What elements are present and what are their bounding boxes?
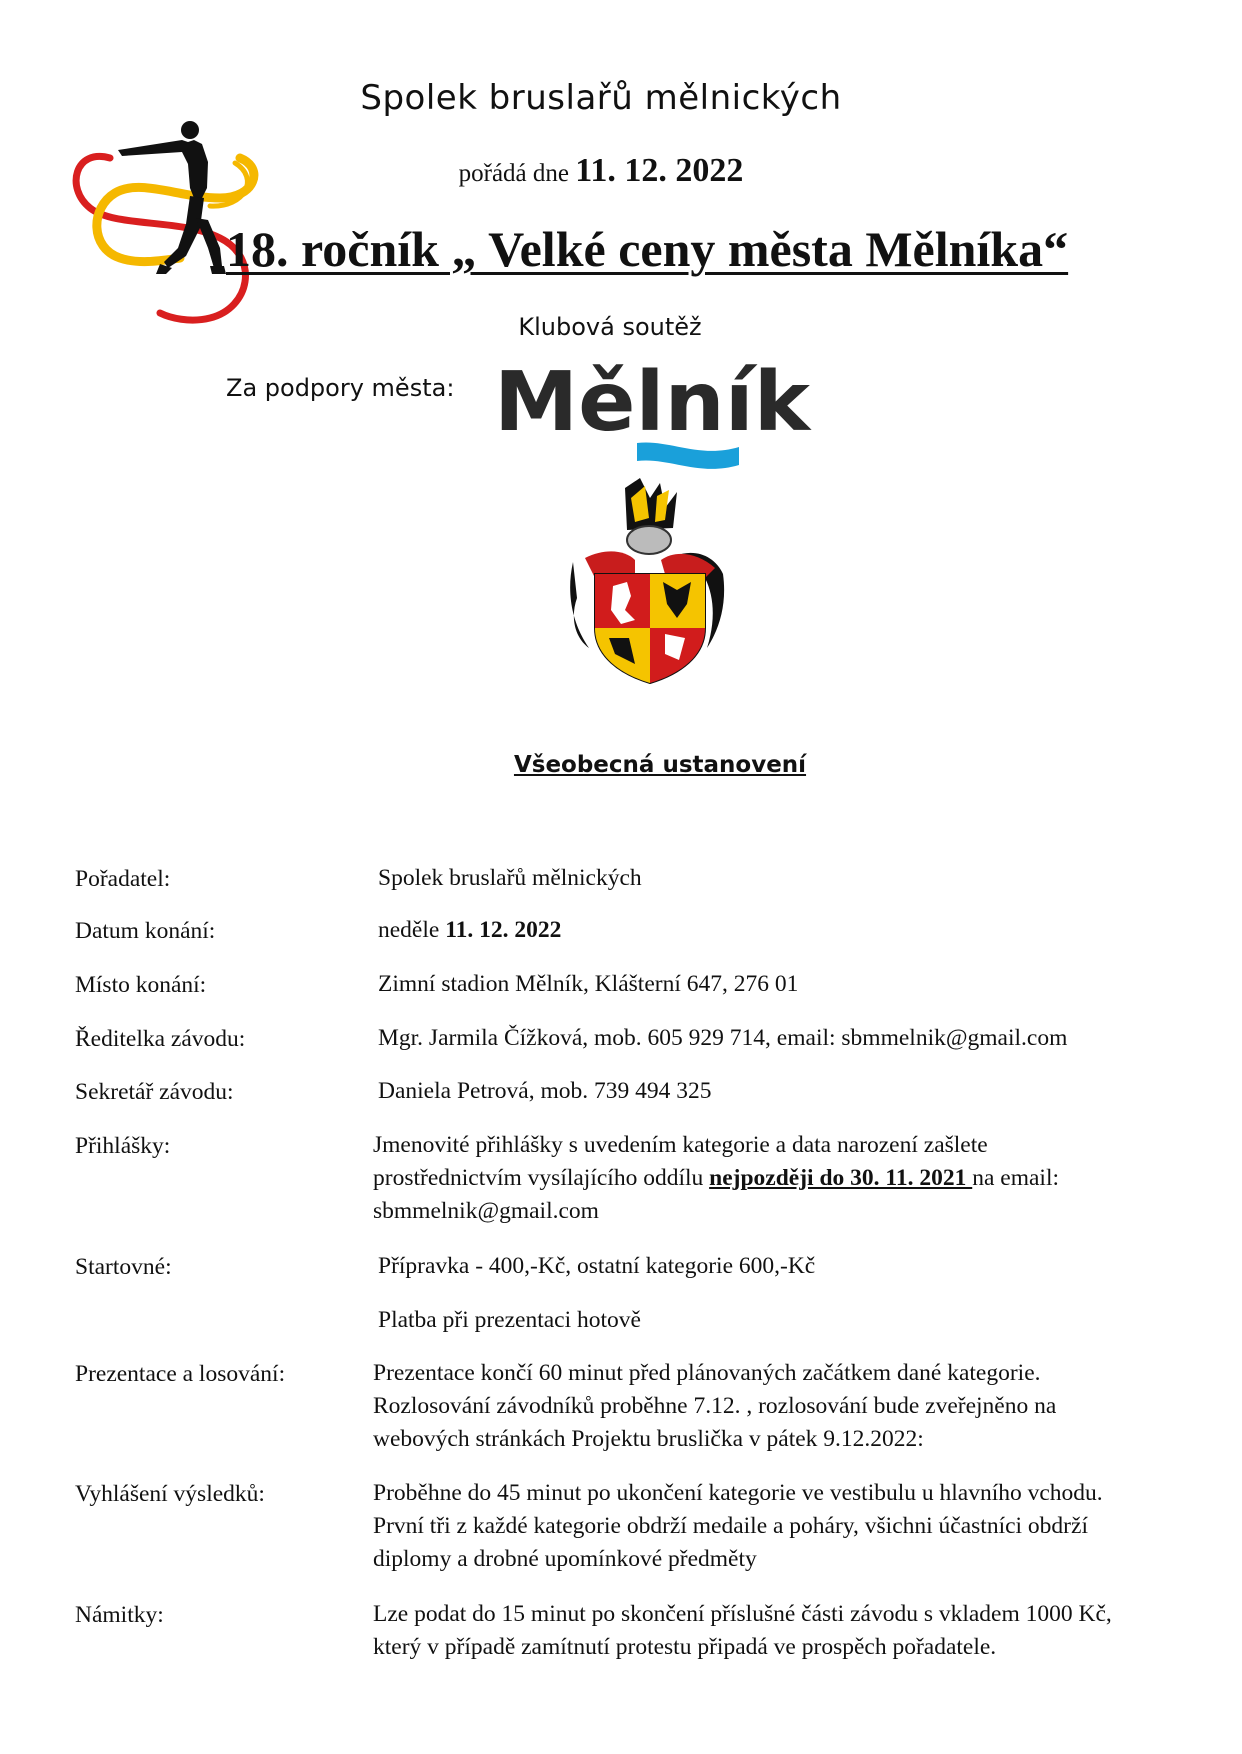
value-namitky	[373, 1598, 1112, 1664]
value-prezentace	[373, 1357, 1056, 1456]
city-logo	[494, 355, 814, 475]
value-startovne: Přípravka - 400,-Kč, ostatní kategorie 600,-Kč	[378, 1253, 816, 1279]
prihlasky-line-2-post: na email:	[972, 1165, 1060, 1191]
vyhlaseni-line-3: diplomy a drobné upomínkové předměty	[373, 1546, 757, 1572]
prihlasky-email: sbmmelnik@gmail.com	[373, 1198, 599, 1224]
prihlasky-line-2	[373, 1162, 1059, 1195]
label-poradatel: Pořadatel:	[75, 866, 171, 892]
prihlasky-line-2-pre: prostřednictvím vysílajícího oddílu	[373, 1165, 710, 1191]
event-title: 18. ročník „ Velké ceny města Mělníka“	[226, 221, 1069, 277]
label-prezentace: Prezentace a losování:	[75, 1361, 286, 1387]
value-platba: Platba při prezentaci hotově	[378, 1307, 641, 1333]
prezentace-line-2: Rozlosování závodníků proběhne 7.12. , rozlosování bude zveřejněno na	[373, 1393, 1057, 1419]
value-prihlasky	[373, 1129, 1059, 1228]
event-date-line	[0, 152, 1202, 190]
value-poradatel: Spolek bruslařů mělnických	[378, 865, 642, 891]
label-sekretar: Sekretář závodu:	[75, 1079, 234, 1105]
label-namitky: Námitky:	[75, 1602, 164, 1628]
value-vyhlaseni	[373, 1477, 1103, 1576]
value-sekretar: Daniela Petrová, mob. 739 494 325	[378, 1078, 712, 1104]
datum-date: 11. 12. 2022	[445, 917, 562, 943]
city-logo-text: Mělník	[494, 355, 813, 450]
label-misto: Místo konání:	[75, 972, 207, 998]
coat-of-arms-image	[565, 478, 730, 690]
section-heading: Všeobecná ustanovení	[513, 752, 807, 778]
event-date: 11. 12. 2022	[575, 152, 744, 189]
label-prihlasky: Přihlášky:	[75, 1133, 171, 1159]
prihlasky-deadline: nejpozději do 30. 11. 2021	[709, 1165, 973, 1191]
prezentace-line-1: Prezentace končí 60 minut před plánovaných začátkem dané kategorie.	[373, 1360, 1041, 1386]
organizer-title: Spolek bruslařů mělnických	[360, 78, 842, 118]
prihlasky-line-1: Jmenovité přihlášky s uvedením kategorie a data narození zašlete	[373, 1132, 988, 1158]
datum-prefix: neděle	[378, 917, 440, 943]
value-datum	[378, 914, 561, 947]
label-startovne: Startovné:	[75, 1254, 172, 1280]
label-reditelka: Ředitelka závodu:	[75, 1026, 246, 1052]
prezentace-line-3: webových stránkách Projektu bruslička v pátek 9.12.2022:	[373, 1426, 924, 1452]
namitky-line-2: který v případě zamítnutí protestu připadá ve prospěch pořadatele.	[373, 1634, 997, 1660]
namitky-line-1: Lze podat do 15 minut po skončení příslušné části závodu s vkladem 1000 Kč,	[373, 1601, 1112, 1627]
value-misto: Zimní stadion Mělník, Klášterní 647, 276 01	[378, 971, 799, 997]
competition-type: Klubová soutěž	[518, 313, 702, 341]
label-vyhlaseni: Vyhlášení výsledků:	[75, 1481, 265, 1507]
date-prefix: pořádá dne	[458, 160, 569, 187]
vyhlaseni-line-1: Proběhne do 45 minut po ukončení kategorie ve vestibulu u hlavního vchodu.	[373, 1480, 1103, 1506]
support-label: Za podpory města:	[226, 374, 455, 402]
label-datum: Datum konání:	[75, 918, 216, 944]
value-reditelka: Mgr. Jarmila Čížková, mob. 605 929 714, email: sbmmelnik@gmail.com	[378, 1025, 1068, 1051]
vyhlaseni-line-2: První tři z každé kategorie obdrží medaile a poháry, všichni účastníci obdrží	[373, 1513, 1088, 1539]
